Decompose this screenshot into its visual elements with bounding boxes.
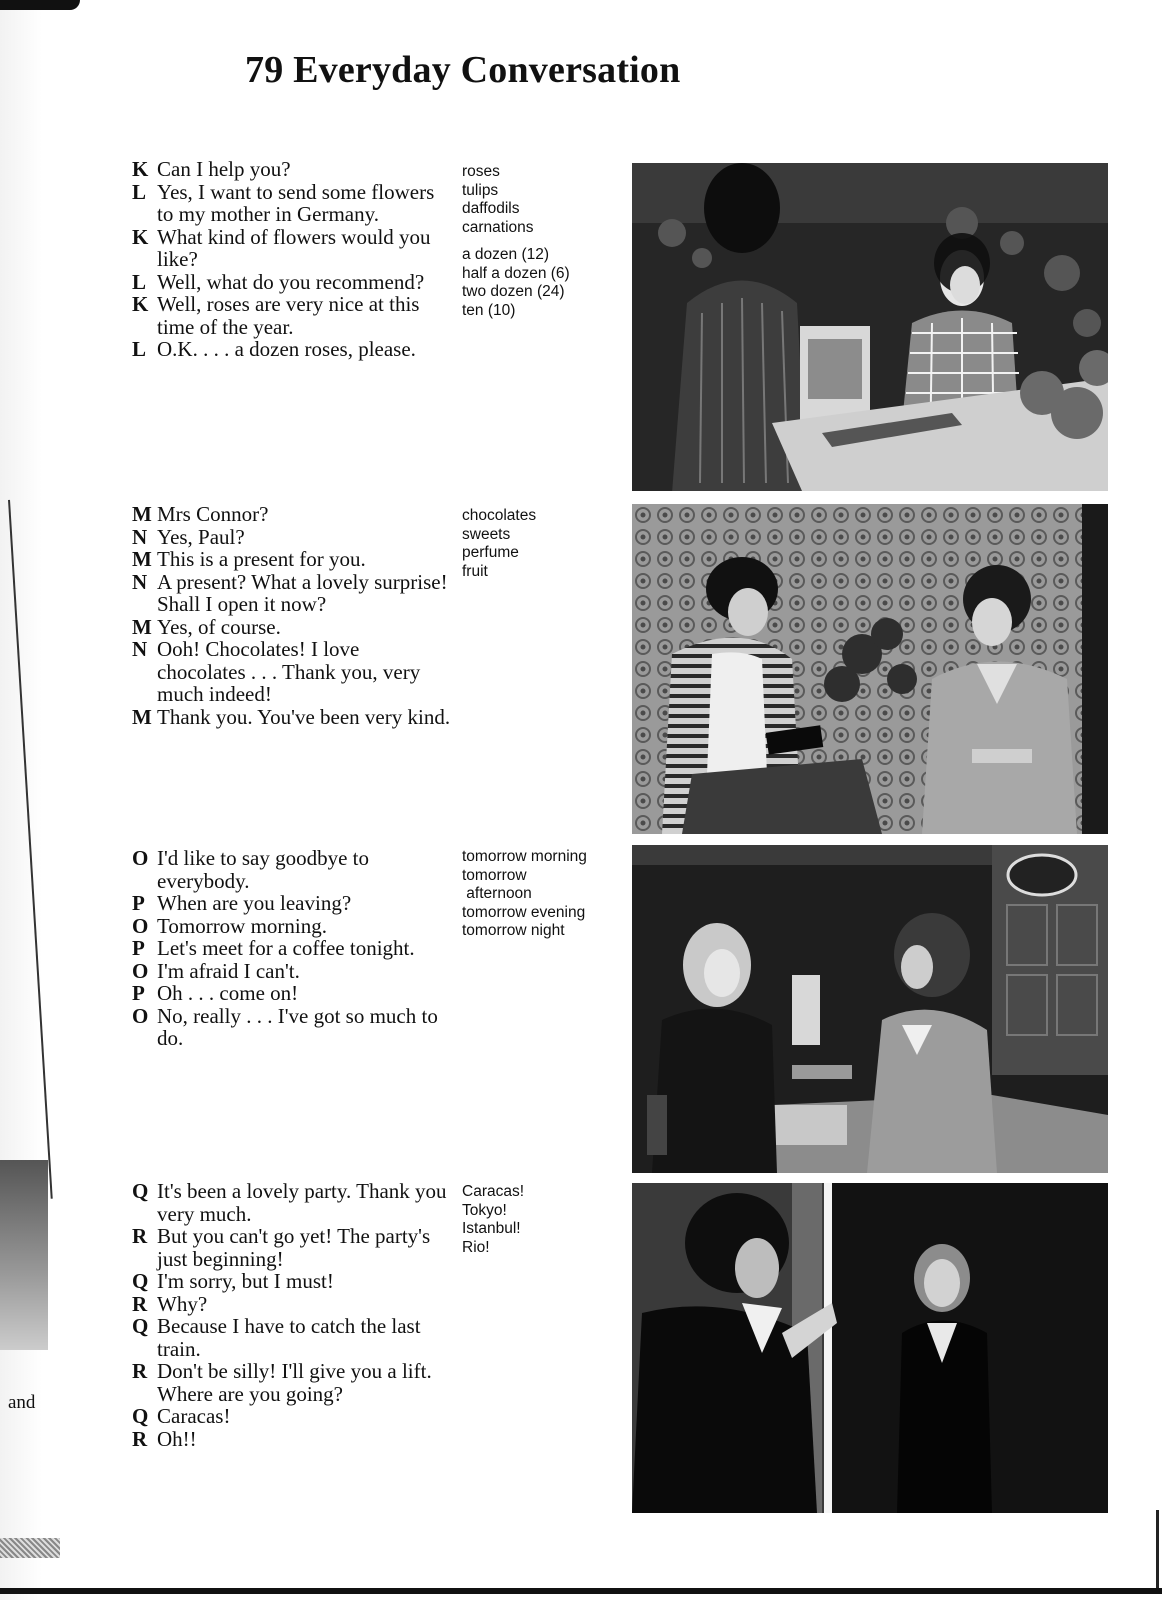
party-illustration <box>632 1183 1108 1513</box>
vocab-item: tomorrow morning <box>462 848 587 865</box>
speaker-letter: L <box>132 337 147 361</box>
dialogue <box>132 847 452 1050</box>
dialogue-line <box>132 706 452 729</box>
photo-goodbye <box>632 845 1108 1173</box>
line-text: This is a present for you. <box>157 547 366 571</box>
vocab-item: afternoon <box>462 885 532 902</box>
vocab-group <box>462 507 622 581</box>
dialogue-line <box>132 338 452 361</box>
line-text: O.K. . . . a dozen roses, please. <box>157 337 416 361</box>
page-number: 79 <box>245 49 284 91</box>
speaker-letter: L <box>132 269 147 294</box>
line-text: No, really . . . I've got so much to do. <box>157 1003 438 1050</box>
facing-page-word: and <box>8 1392 36 1413</box>
dialogue-line <box>132 226 452 271</box>
dialogue-line <box>132 1315 452 1360</box>
scan-bottom-edge <box>0 1588 1162 1594</box>
scan-top-corner <box>0 0 80 10</box>
dialogue-line <box>132 1270 452 1293</box>
line-text: Why? <box>157 1291 208 1316</box>
photo-party <box>632 1183 1108 1513</box>
speaker-letter: M <box>132 547 152 571</box>
dialogue-line <box>132 982 452 1005</box>
dialogue-line <box>132 181 452 226</box>
vocab-group <box>462 848 622 941</box>
speaker-letter: R <box>132 1291 148 1316</box>
vocab-item: Tokyo! <box>462 1201 507 1219</box>
dialogue-line <box>132 571 452 616</box>
vocabulary-list <box>462 848 622 950</box>
speaker-letter: M <box>132 502 152 526</box>
line-text: Thank you. You've been very kind. <box>157 704 451 729</box>
line-text: Tomorrow morning. <box>157 913 328 938</box>
vocabulary-list <box>462 1183 622 1266</box>
dialogue-line <box>132 892 452 915</box>
speaker-letter: Q <box>132 1404 149 1428</box>
dialogue-line <box>132 1360 452 1405</box>
dialogue-line <box>132 1428 452 1451</box>
vocab-item: ten (10) <box>462 301 516 319</box>
goodbye-illustration <box>632 845 1108 1173</box>
dialogue-line <box>132 503 452 526</box>
line-text: But you can't go yet! The party's just beginning! <box>157 1224 431 1271</box>
speaker-letter: O <box>132 846 149 870</box>
scan-left-margin <box>0 0 70 1600</box>
line-text: Yes, Paul? <box>157 524 245 549</box>
speaker-letter: Q <box>132 1314 149 1338</box>
speaker-letter: L <box>132 179 147 204</box>
dialogue-line <box>132 638 452 706</box>
speaker-letter: P <box>132 981 145 1005</box>
line-text: Well, roses are very nice at this time of the year. <box>157 292 420 339</box>
speaker-letter: M <box>132 704 152 729</box>
line-text: Mrs Connor? <box>157 502 269 526</box>
line-text: Can I help you? <box>157 157 291 181</box>
speaker-letter: O <box>132 958 149 983</box>
flower-shop-illustration <box>632 163 1108 491</box>
vocab-item: half a dozen (6) <box>462 264 570 282</box>
line-text: Oh!! <box>157 1426 197 1451</box>
speaker-letter: Q <box>132 1179 149 1203</box>
line-text: Don't be silly! I'll give you a lift. Where are you going? <box>157 1359 432 1406</box>
line-text: Caracas! <box>157 1404 231 1428</box>
line-text: I'd like to say goodbye to everybody. <box>157 846 369 893</box>
vocab-item: daffodils <box>462 200 520 217</box>
speaker-letter: R <box>132 1359 148 1383</box>
speaker-letter: R <box>132 1224 148 1248</box>
vocab-item: carnations <box>462 218 534 236</box>
vocab-item: fruit <box>462 562 488 580</box>
dialogue <box>132 503 452 728</box>
dialogue-line <box>132 526 452 549</box>
vocab-item: perfume <box>462 544 519 561</box>
dialogue-line <box>132 548 452 571</box>
vocab-item: a dozen (12) <box>462 246 550 263</box>
dialogue-line <box>132 960 452 983</box>
vocab-item: roses <box>462 163 500 180</box>
vocab-item: tomorrow night <box>462 922 565 939</box>
present-illustration <box>632 504 1108 834</box>
dialogue-line <box>132 1293 452 1316</box>
speaker-letter: M <box>132 614 152 639</box>
speaker-letter: Q <box>132 1269 149 1293</box>
speaker-letter: N <box>132 637 148 661</box>
dialogue-line <box>132 847 452 892</box>
vocab-item: Rio! <box>462 1238 490 1256</box>
dialogue-line <box>132 915 452 938</box>
speaker-letter: P <box>132 891 145 915</box>
scan-right-edge <box>1156 1510 1159 1590</box>
vocab-item: Caracas! <box>462 1183 525 1200</box>
speaker-letter: R <box>132 1426 148 1451</box>
facing-page-scrap <box>0 1160 48 1350</box>
dialogue <box>132 1180 452 1450</box>
line-text: Let's meet for a coffee tonight. <box>157 936 415 960</box>
dialogue-line <box>132 293 452 338</box>
line-text: It's been a lovely party. Thank you very much. <box>157 1179 447 1226</box>
line-text: Because I have to catch the last train. <box>157 1314 421 1361</box>
line-text: Oh . . . come on! <box>157 981 299 1005</box>
dialogue <box>132 158 452 361</box>
vocab-item: sweets <box>462 525 511 543</box>
vocab-group <box>462 246 622 320</box>
vocab-item: tomorrow <box>462 866 527 884</box>
dialogue-line <box>132 271 452 294</box>
speaker-letter: N <box>132 524 148 549</box>
line-text: A present? What a lovely surprise! Shall I open it now? <box>157 569 448 616</box>
line-text: I'm sorry, but I must! <box>157 1269 334 1293</box>
line-text: Ooh! Chocolates! I love chocolates . . . Thank you, very much indeed! <box>157 637 421 706</box>
line-text: Yes, I want to send some flowers to my mother in Germany. <box>157 179 435 226</box>
vocabulary-list <box>462 163 622 329</box>
speaker-letter: O <box>132 1003 149 1028</box>
vocab-item: chocolates <box>462 507 537 524</box>
speaker-letter: K <box>132 157 149 181</box>
dialogue-line <box>132 1225 452 1270</box>
dialogue-line <box>132 616 452 639</box>
dialogue-line <box>132 158 452 181</box>
dialogue-line <box>132 937 452 960</box>
vocabulary-list <box>462 507 622 590</box>
speaker-letter: K <box>132 292 149 316</box>
dialogue-line <box>132 1005 452 1050</box>
vocab-group <box>462 1183 622 1257</box>
page-heading: Everyday Conversation <box>293 49 681 91</box>
line-text: What kind of flowers would you like? <box>157 224 431 271</box>
vocab-group <box>462 163 622 237</box>
vocab-item: two dozen (24) <box>462 283 565 300</box>
speaker-letter: O <box>132 913 149 938</box>
dialogue-line <box>132 1405 452 1428</box>
line-text: I'm afraid I can't. <box>157 958 300 983</box>
line-text: Yes, of course. <box>157 614 281 639</box>
page-title <box>245 48 680 92</box>
speaker-letter: K <box>132 224 149 249</box>
line-text: When are you leaving? <box>157 891 352 915</box>
facing-page-hatch <box>0 1538 60 1558</box>
speaker-letter: P <box>132 936 145 960</box>
vocab-item: tulips <box>462 181 499 199</box>
speaker-letter: N <box>132 569 148 594</box>
photo-flower-shop <box>632 163 1108 491</box>
vocab-item: tomorrow evening <box>462 903 586 921</box>
dialogue-line <box>132 1180 452 1225</box>
line-text: Well, what do you recommend? <box>157 269 425 294</box>
photo-present <box>632 504 1108 834</box>
vocab-item: Istanbul! <box>462 1220 521 1237</box>
